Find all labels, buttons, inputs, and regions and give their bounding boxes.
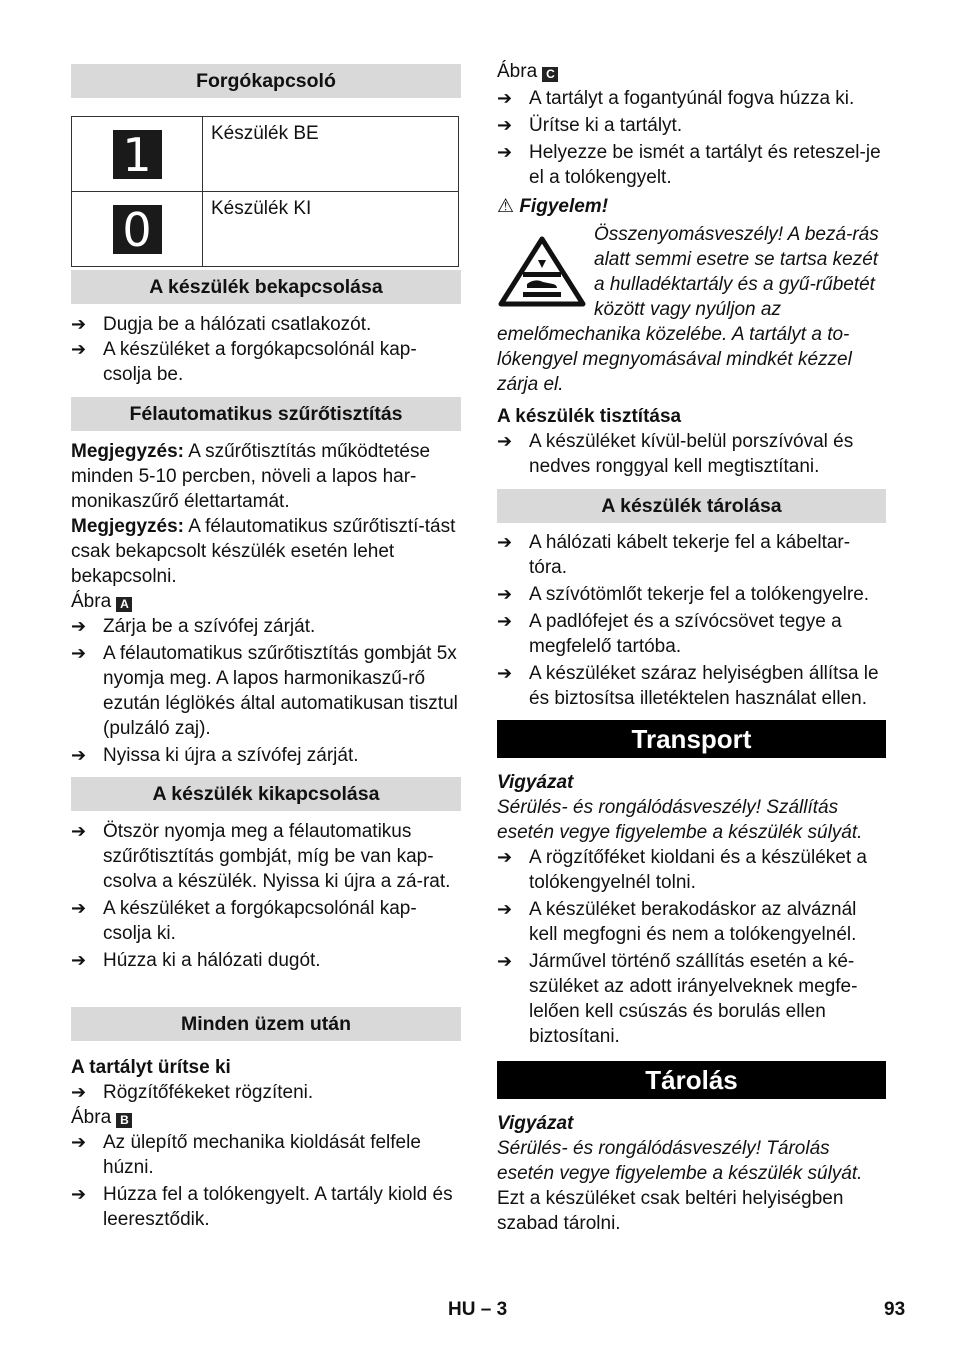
list-item: ➔ A hálózati kábelt tekerje fel a kábeltar-tóra. <box>497 532 851 578</box>
storage-warning: Sérülés- és rongálódásveszély! Tárolás esetén vegye figyelembe a készülék súlyát. <box>497 1138 863 1184</box>
arrow-right-icon: ➔ <box>497 899 513 919</box>
arrow-right-icon: ➔ <box>71 643 87 663</box>
arrow-right-icon: ➔ <box>71 314 87 334</box>
device-storage-list <box>497 530 886 711</box>
list-item: ➔ Húzza ki a hálózati dugót. <box>71 950 321 971</box>
storage-body <box>497 1111 886 1236</box>
section-header-transport: Transport <box>497 720 886 758</box>
cleaning-block <box>497 404 886 479</box>
list-item: ➔ Ötször nyomja meg a félautomatikus szűrőtisztítás gombját, míg be van kap-csolva a készülék. Nyissa ki újra a zá-rat. <box>71 821 451 892</box>
subheading-cleaning: A készülék tisztítása <box>497 406 682 427</box>
list-item: ➔ A készüléket száraz helyiségben állítsa le és biztosítsa illetéktelen használat ellen. <box>497 663 879 709</box>
arrow-right-icon: ➔ <box>71 950 87 970</box>
figure-b-icon: B <box>116 1113 132 1128</box>
arrow-right-icon: ➔ <box>497 663 513 683</box>
list-item: ➔ A készüléket kívül-belül porszívóval és nedves ronggyal kell megtisztítani. <box>497 431 854 477</box>
filter-cleaning-body <box>71 439 461 768</box>
list-item: ➔ Járművel történő szállítás esetén a ké-szüléket az adott irányelveknek megfe-lelően kell csúszás és borulás ellen biztosítani. <box>497 951 858 1047</box>
caution-label: Vigyázat <box>497 1113 574 1134</box>
list-item: ➔ Ürítse ki a tartályt. <box>497 115 683 136</box>
list-item: ➔ Nyissa ki újra a szívófej zárját. <box>71 745 359 766</box>
switch-table <box>71 116 459 267</box>
transport-warning: Sérülés- és rongálódásveszély! Szállítás esetén vegye figyelembe a készülék súlyát. <box>497 797 863 843</box>
warning-triangle-icon: ⚠ <box>497 196 515 217</box>
list-item: ➔ A rögzítőféket kioldani és a készüléket a tolókengyelnél tolni. <box>497 847 867 893</box>
page-number: 93 <box>884 1299 906 1320</box>
arrow-right-icon: ➔ <box>497 847 513 867</box>
switch-off-list <box>71 819 461 973</box>
list-item: ➔ Dugja be a hálózati csatlakozót. <box>71 314 372 335</box>
section-header-switch-on: A készülék bekapcsolása <box>71 270 461 304</box>
figure-reference: Ábra B <box>71 1105 461 1130</box>
table-row <box>72 117 459 192</box>
switch-off-label: Készülék KI <box>203 192 459 267</box>
arrow-right-icon: ➔ <box>497 431 513 451</box>
arrow-right-icon: ➔ <box>71 1184 87 1204</box>
arrow-right-icon: ➔ <box>71 339 87 359</box>
note-paragraph: Megjegyzés: A szűrőtisztítás működtetése minden 5-10 percben, növeli a lapos har-monikaszűrő élettartamát. <box>71 441 431 512</box>
section-header-after-operation: Minden üzem után <box>71 1007 461 1041</box>
list-item: ➔ A készüléket a forgókapcsolónál kap-csolja be. <box>71 339 417 385</box>
list-item: ➔ Húzza fel a tolókengyelt. A tartály kiold és leeresztődik. <box>71 1184 453 1230</box>
footer-label: HU – 3 <box>448 1299 508 1320</box>
switch-off-symbol: 0 <box>113 205 162 254</box>
warning-text-part1: Összenyomásveszély! A bezá-rás alatt semmi esetre se tartsa kezét a hulladéktartály és a gyű-rűbetét között vagy nyúljon az <box>594 224 879 320</box>
caution-label: Vigyázat <box>497 772 574 793</box>
switch-on-symbol: 1 <box>113 130 162 179</box>
switch-on-label: Készülék BE <box>203 117 459 192</box>
figure-c-icon: C <box>542 67 558 82</box>
figure-reference: Ábra C <box>497 59 886 84</box>
arrow-right-icon: ➔ <box>497 951 513 971</box>
arrow-right-icon: ➔ <box>71 898 87 918</box>
list-item: ➔ Az ülepítő mechanika kioldását felfele húzni. <box>71 1132 421 1178</box>
arrow-right-icon: ➔ <box>497 611 513 631</box>
arrow-right-icon: ➔ <box>497 88 513 108</box>
section-header-rotary-switch: Forgókapcsoló <box>71 64 461 98</box>
section-header-filter-cleaning: Félautomatikus szűrőtisztítás <box>71 397 461 431</box>
section-header-device-storage: A készülék tárolása <box>497 489 886 523</box>
arrow-right-icon: ➔ <box>497 584 513 604</box>
list-item: ➔ A padlófejet és a szívócsövet tegye a megfelelő tartóba. <box>497 611 842 657</box>
warning-text-part2: emelőmechanika közelébe. A tartályt a to-lókengyel megnyomásával mindkét kézzel zárja el. <box>497 324 852 395</box>
figure-a-icon: A <box>116 597 132 612</box>
list-item: ➔ A készüléket a forgókapcsolónál kap-csolja ki. <box>71 898 417 944</box>
switch-on-list <box>71 312 461 387</box>
section-header-storage: Tárolás <box>497 1061 886 1099</box>
arrow-right-icon: ➔ <box>71 821 87 841</box>
list-item: ➔ Helyezze be ismét a tartályt és reteszel-je el a tolókengyelt. <box>497 142 881 188</box>
list-item: ➔ Rögzítőfékeket rögzíteni. <box>71 1082 314 1103</box>
arrow-right-icon: ➔ <box>497 532 513 552</box>
list-item: ➔ Zárja be a szívófej zárját. <box>71 616 316 637</box>
list-item: ➔ A tartályt a fogantyúnál fogva húzza ki. <box>497 88 855 109</box>
arrow-right-icon: ➔ <box>497 142 513 162</box>
figure-c-block <box>497 59 886 190</box>
figure-reference: Ábra A <box>71 589 461 614</box>
crush-hazard-icon <box>497 236 587 308</box>
arrow-right-icon: ➔ <box>71 1132 87 1152</box>
subheading-empty-container: A tartályt ürítse ki <box>71 1057 231 1078</box>
attention-heading: ⚠ Figyelem! <box>497 196 609 217</box>
note-paragraph: Megjegyzés: A félautomatikus szűrőtisztí-tást csak bekapcsolt készülék esetén lehet bekapcsolni. <box>71 516 456 587</box>
arrow-right-icon: ➔ <box>71 1082 87 1102</box>
section-header-switch-off: A készülék kikapcsolása <box>71 777 461 811</box>
list-item: ➔ A félautomatikus szűrőtisztítás gombját 5x nyomja meg. A lapos harmonikaszű-rő ezután léglökés által automatikusan tisztul (pulzáló zaj). <box>71 643 458 739</box>
list-item: ➔ A szívótömlőt tekerje fel a tolókengyelre. <box>497 584 870 605</box>
after-operation-body <box>71 1055 461 1232</box>
transport-body <box>497 770 886 1049</box>
arrow-right-icon: ➔ <box>497 115 513 135</box>
table-row <box>72 192 459 267</box>
arrow-right-icon: ➔ <box>71 745 87 765</box>
list-item: ➔ A készüléket berakodáskor az alváznál kell megfogni és nem a tolókengyelnél. <box>497 899 857 945</box>
storage-text: Ezt a készüléket csak beltéri helyiségben szabad tárolni. <box>497 1188 844 1234</box>
arrow-right-icon: ➔ <box>71 616 87 636</box>
